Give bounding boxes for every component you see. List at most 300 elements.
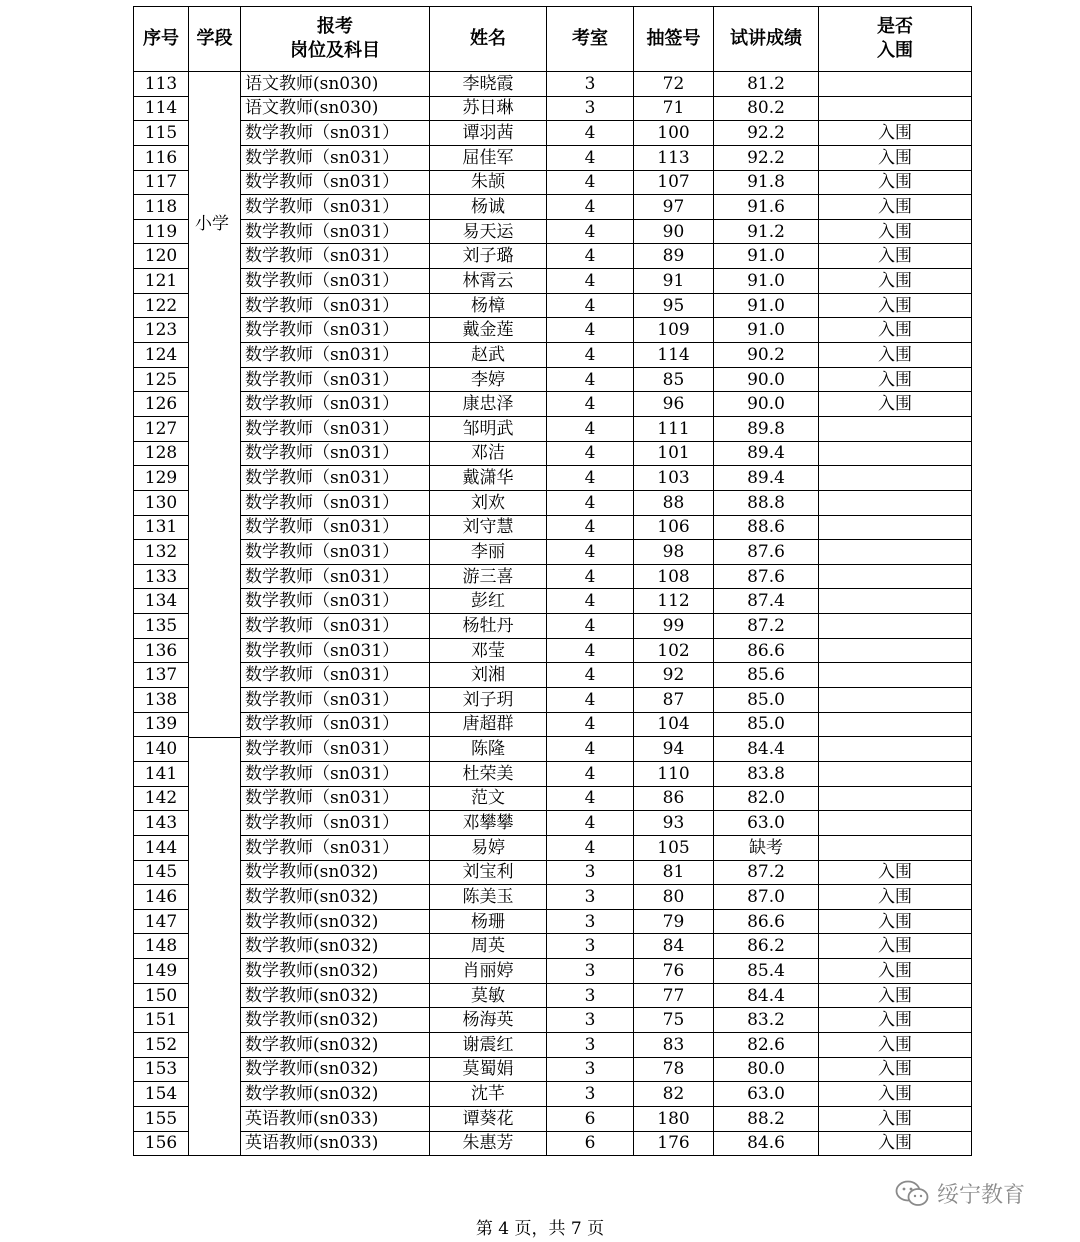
cell-name: 范文	[430, 786, 547, 811]
cell-room: 4	[547, 564, 634, 589]
table-row	[134, 318, 972, 343]
cell-seq: 155	[134, 1106, 189, 1131]
header-post: 报考 岗位及科目	[241, 7, 430, 72]
cell-post: 数学教师（sn031）	[241, 737, 430, 762]
cell-score: 89.4	[714, 441, 819, 466]
cell-seq: 152	[134, 1032, 189, 1057]
cell-room: 4	[547, 835, 634, 860]
cell-lot: 180	[634, 1106, 714, 1131]
cell-name: 林霄云	[430, 269, 547, 294]
cell-room: 4	[547, 712, 634, 737]
cell-shortlisted	[819, 490, 972, 515]
cell-score: 87.6	[714, 564, 819, 589]
cell-score: 87.2	[714, 614, 819, 639]
cell-room: 4	[547, 170, 634, 195]
table-row	[134, 121, 972, 146]
cell-post: 数学教师（sn031）	[241, 219, 430, 244]
cell-lot: 102	[634, 638, 714, 663]
cell-room: 4	[547, 293, 634, 318]
cell-seq: 141	[134, 761, 189, 786]
cell-room: 3	[547, 1032, 634, 1057]
cell-lot: 82	[634, 1082, 714, 1107]
watermark	[895, 1178, 1025, 1209]
table-row	[134, 293, 972, 318]
cell-seq: 122	[134, 293, 189, 318]
table-row	[134, 490, 972, 515]
cell-seq: 148	[134, 934, 189, 959]
cell-lot: 76	[634, 959, 714, 984]
cell-score: 88.6	[714, 515, 819, 540]
cell-score: 90.0	[714, 392, 819, 417]
cell-post: 数学教师(sn032)	[241, 983, 430, 1008]
cell-stage	[189, 293, 241, 318]
cell-room: 4	[547, 663, 634, 688]
watermark-text: 绥宁教育	[937, 1183, 1026, 1208]
cell-shortlisted	[819, 589, 972, 614]
cell-lot: 88	[634, 490, 714, 515]
cell-shortlisted	[819, 96, 972, 121]
cell-lot: 107	[634, 170, 714, 195]
cell-seq: 115	[134, 121, 189, 146]
table-row	[134, 1057, 972, 1082]
cell-shortlisted: 入围	[819, 367, 972, 392]
cell-score: 83.2	[714, 1008, 819, 1033]
cell-score: 91.0	[714, 318, 819, 343]
cell-post: 数学教师(sn032)	[241, 1082, 430, 1107]
cell-seq: 142	[134, 786, 189, 811]
cell-lot: 99	[634, 614, 714, 639]
table-row	[134, 170, 972, 195]
table-row	[134, 835, 972, 860]
cell-name: 邓洁	[430, 441, 547, 466]
table-row	[134, 811, 972, 836]
cell-stage	[189, 540, 241, 565]
cell-name: 戴潇华	[430, 466, 547, 491]
cell-name: 赵武	[430, 343, 547, 368]
cell-stage	[189, 885, 241, 910]
cell-post: 数学教师（sn031）	[241, 638, 430, 663]
cell-post: 数学教师（sn031）	[241, 564, 430, 589]
cell-post: 数学教师（sn031）	[241, 490, 430, 515]
cell-shortlisted: 入围	[819, 1032, 972, 1057]
cell-lot: 92	[634, 663, 714, 688]
table-row	[134, 983, 972, 1008]
cell-post: 数学教师（sn031）	[241, 121, 430, 146]
cell-room: 6	[547, 1106, 634, 1131]
cell-stage	[189, 663, 241, 688]
cell-seq: 138	[134, 688, 189, 713]
cell-name: 杨海英	[430, 1008, 547, 1033]
cell-shortlisted	[819, 761, 972, 786]
cell-shortlisted: 入围	[819, 244, 972, 269]
cell-name: 谭葵花	[430, 1106, 547, 1131]
cell-name: 邓莹	[430, 638, 547, 663]
cell-shortlisted	[819, 416, 972, 441]
cell-lot: 79	[634, 909, 714, 934]
cell-shortlisted: 入围	[819, 885, 972, 910]
table-row	[134, 195, 972, 220]
cell-post: 语文教师(sn030)	[241, 96, 430, 121]
cell-lot: 86	[634, 786, 714, 811]
cell-name: 刘宝利	[430, 860, 547, 885]
cell-room: 3	[547, 96, 634, 121]
cell-seq: 120	[134, 244, 189, 269]
cell-stage	[189, 860, 241, 885]
cell-shortlisted: 入围	[819, 959, 972, 984]
cell-lot: 103	[634, 466, 714, 491]
wechat-icon	[895, 1180, 929, 1208]
cell-lot: 113	[634, 145, 714, 170]
cell-post: 数学教师(sn032)	[241, 885, 430, 910]
cell-shortlisted	[819, 466, 972, 491]
table-row	[134, 392, 972, 417]
cell-room: 4	[547, 219, 634, 244]
cell-stage	[189, 934, 241, 959]
cell-name: 莫敏	[430, 983, 547, 1008]
cell-stage	[189, 614, 241, 639]
cell-post: 数学教师(sn032)	[241, 1032, 430, 1057]
cell-score: 83.8	[714, 761, 819, 786]
header-row	[134, 7, 972, 72]
cell-name: 谭羽茜	[430, 121, 547, 146]
cell-score: 92.2	[714, 121, 819, 146]
cell-post: 数学教师（sn031）	[241, 712, 430, 737]
cell-room: 4	[547, 614, 634, 639]
cell-seq: 149	[134, 959, 189, 984]
cell-shortlisted: 入围	[819, 860, 972, 885]
table-row	[134, 1032, 972, 1057]
cell-post: 数学教师（sn031）	[241, 688, 430, 713]
cell-lot: 83	[634, 1032, 714, 1057]
cell-post: 英语教师(sn033)	[241, 1131, 430, 1156]
cell-lot: 97	[634, 195, 714, 220]
cell-post: 数学教师(sn032)	[241, 934, 430, 959]
cell-score: 82.6	[714, 1032, 819, 1057]
table-row	[134, 737, 972, 762]
cell-stage	[189, 761, 241, 786]
cell-score: 85.0	[714, 688, 819, 713]
cell-seq: 133	[134, 564, 189, 589]
cell-stage	[189, 367, 241, 392]
cell-stage	[189, 515, 241, 540]
cell-lot: 112	[634, 589, 714, 614]
cell-score: 90.0	[714, 367, 819, 392]
cell-name: 李丽	[430, 540, 547, 565]
cell-seq: 156	[134, 1131, 189, 1156]
table-row	[134, 367, 972, 392]
table-row	[134, 688, 972, 713]
cell-lot: 89	[634, 244, 714, 269]
cell-room: 4	[547, 367, 634, 392]
header-name: 姓名	[430, 7, 547, 72]
cell-stage	[189, 1082, 241, 1107]
cell-room: 4	[547, 441, 634, 466]
cell-score: 84.6	[714, 1131, 819, 1156]
cell-lot: 80	[634, 885, 714, 910]
cell-seq: 131	[134, 515, 189, 540]
cell-shortlisted	[819, 564, 972, 589]
header-shortlisted: 是否 入围	[819, 7, 972, 72]
cell-seq: 123	[134, 318, 189, 343]
cell-lot: 85	[634, 367, 714, 392]
cell-stage	[189, 490, 241, 515]
cell-room: 4	[547, 416, 634, 441]
cell-post: 数学教师（sn031）	[241, 786, 430, 811]
cell-seq: 145	[134, 860, 189, 885]
cell-name: 李婷	[430, 367, 547, 392]
cell-score: 63.0	[714, 811, 819, 836]
cell-stage	[189, 244, 241, 269]
cell-shortlisted: 入围	[819, 983, 972, 1008]
cell-seq: 125	[134, 367, 189, 392]
cell-score: 89.8	[714, 416, 819, 441]
table-row	[134, 934, 972, 959]
cell-shortlisted	[819, 737, 972, 762]
cell-stage	[189, 121, 241, 146]
cell-stage	[189, 835, 241, 860]
cell-room: 4	[547, 466, 634, 491]
cell-name: 刘子玥	[430, 688, 547, 713]
cell-seq: 130	[134, 490, 189, 515]
cell-lot: 109	[634, 318, 714, 343]
cell-score: 80.0	[714, 1057, 819, 1082]
cell-seq: 116	[134, 145, 189, 170]
cell-shortlisted	[819, 614, 972, 639]
cell-name: 易天运	[430, 219, 547, 244]
cell-post: 数学教师（sn031）	[241, 811, 430, 836]
cell-lot: 176	[634, 1131, 714, 1156]
cell-room: 4	[547, 589, 634, 614]
cell-shortlisted: 入围	[819, 219, 972, 244]
cell-room: 3	[547, 959, 634, 984]
cell-post: 数学教师（sn031）	[241, 318, 430, 343]
cell-post: 数学教师（sn031）	[241, 392, 430, 417]
cell-shortlisted	[819, 663, 972, 688]
table-row	[134, 219, 972, 244]
cell-lot: 106	[634, 515, 714, 540]
cell-lot: 87	[634, 688, 714, 713]
cell-name: 陈美玉	[430, 885, 547, 910]
cell-name: 杨诚	[430, 195, 547, 220]
stage-label: 小学	[195, 214, 229, 234]
cell-lot: 114	[634, 343, 714, 368]
cell-post: 数学教师(sn032)	[241, 1057, 430, 1082]
cell-name: 谢震红	[430, 1032, 547, 1057]
cell-shortlisted: 入围	[819, 145, 972, 170]
cell-shortlisted	[819, 441, 972, 466]
cell-lot: 71	[634, 96, 714, 121]
cell-shortlisted: 入围	[819, 1057, 972, 1082]
cell-room: 3	[547, 1057, 634, 1082]
header-lot: 抽签号	[634, 7, 714, 72]
cell-room: 4	[547, 540, 634, 565]
cell-post: 数学教师（sn031）	[241, 195, 430, 220]
cell-post: 数学教师（sn031）	[241, 663, 430, 688]
cell-score: 87.6	[714, 540, 819, 565]
cell-shortlisted: 入围	[819, 1131, 972, 1156]
cell-name: 戴金莲	[430, 318, 547, 343]
cell-post: 数学教师(sn032)	[241, 860, 430, 885]
cell-score: 85.4	[714, 959, 819, 984]
table-row	[134, 860, 972, 885]
cell-name: 朱颉	[430, 170, 547, 195]
cell-room: 3	[547, 1082, 634, 1107]
cell-lot: 91	[634, 269, 714, 294]
table-row	[134, 72, 972, 97]
cell-seq: 150	[134, 983, 189, 1008]
cell-name: 莫蜀娟	[430, 1057, 547, 1082]
cell-score: 84.4	[714, 737, 819, 762]
cell-lot: 104	[634, 712, 714, 737]
cell-name: 游三喜	[430, 564, 547, 589]
page-footer: 第 4 页，共 7 页	[475, 1219, 605, 1239]
cell-seq: 151	[134, 1008, 189, 1033]
cell-stage	[189, 466, 241, 491]
cell-score: 92.2	[714, 145, 819, 170]
cell-lot: 101	[634, 441, 714, 466]
cell-score: 87.2	[714, 860, 819, 885]
cell-room: 4	[547, 145, 634, 170]
cell-post: 数学教师(sn032)	[241, 959, 430, 984]
cell-score: 91.8	[714, 170, 819, 195]
cell-seq: 114	[134, 96, 189, 121]
cell-stage	[189, 343, 241, 368]
cell-seq: 154	[134, 1082, 189, 1107]
cell-shortlisted: 入围	[819, 934, 972, 959]
cell-stage	[189, 145, 241, 170]
cell-post: 数学教师（sn031）	[241, 515, 430, 540]
cell-shortlisted	[819, 712, 972, 737]
table-row	[134, 909, 972, 934]
table-row	[134, 589, 972, 614]
cell-post: 数学教师（sn031）	[241, 343, 430, 368]
cell-room: 4	[547, 737, 634, 762]
cell-stage	[189, 170, 241, 195]
cell-shortlisted	[819, 540, 972, 565]
cell-post: 数学教师（sn031）	[241, 441, 430, 466]
cell-room: 4	[547, 786, 634, 811]
cell-shortlisted: 入围	[819, 1082, 972, 1107]
cell-lot: 78	[634, 1057, 714, 1082]
cell-shortlisted: 入围	[819, 909, 972, 934]
cell-room: 3	[547, 909, 634, 934]
cell-room: 3	[547, 983, 634, 1008]
cell-stage	[189, 589, 241, 614]
cell-score: 86.6	[714, 909, 819, 934]
cell-post: 数学教师（sn031）	[241, 835, 430, 860]
table-body	[134, 72, 972, 1156]
cell-post: 数学教师（sn031）	[241, 589, 430, 614]
cell-shortlisted	[819, 72, 972, 97]
cell-name: 刘湘	[430, 663, 547, 688]
cell-name: 周英	[430, 934, 547, 959]
cell-name: 刘守慧	[430, 515, 547, 540]
table-row	[134, 269, 972, 294]
cell-seq: 147	[134, 909, 189, 934]
cell-name: 朱惠芳	[430, 1131, 547, 1156]
cell-score: 88.2	[714, 1106, 819, 1131]
cell-score: 81.2	[714, 72, 819, 97]
cell-shortlisted	[819, 515, 972, 540]
cell-stage	[189, 811, 241, 836]
table-row	[134, 466, 972, 491]
cell-stage	[189, 983, 241, 1008]
cell-post: 数学教师（sn031）	[241, 269, 430, 294]
table-row	[134, 959, 972, 984]
cell-lot: 105	[634, 835, 714, 860]
cell-stage	[189, 1131, 241, 1156]
cell-room: 4	[547, 318, 634, 343]
cell-score: 91.0	[714, 244, 819, 269]
cell-name: 杨牡丹	[430, 614, 547, 639]
cell-name: 陈隆	[430, 737, 547, 762]
cell-room: 4	[547, 811, 634, 836]
cell-post: 数学教师（sn031）	[241, 761, 430, 786]
cell-lot: 90	[634, 219, 714, 244]
cell-seq: 144	[134, 835, 189, 860]
cell-stage	[189, 712, 241, 737]
cell-room: 4	[547, 688, 634, 713]
cell-name: 彭红	[430, 589, 547, 614]
cell-name: 易婷	[430, 835, 547, 860]
cell-shortlisted: 入围	[819, 170, 972, 195]
table-row	[134, 761, 972, 786]
cell-stage	[189, 1032, 241, 1057]
cell-stage	[189, 269, 241, 294]
cell-shortlisted	[819, 638, 972, 663]
cell-shortlisted: 入围	[819, 1106, 972, 1131]
cell-name: 苏日琳	[430, 96, 547, 121]
cell-seq: 128	[134, 441, 189, 466]
cell-room: 4	[547, 343, 634, 368]
table-row	[134, 564, 972, 589]
cell-stage	[189, 909, 241, 934]
cell-stage	[189, 72, 241, 97]
table-row	[134, 712, 972, 737]
cell-score: 91.6	[714, 195, 819, 220]
cell-name: 李晓霞	[430, 72, 547, 97]
cell-score: 87.4	[714, 589, 819, 614]
cell-score: 91.2	[714, 219, 819, 244]
cell-seq: 129	[134, 466, 189, 491]
cell-stage	[189, 786, 241, 811]
cell-shortlisted: 入围	[819, 195, 972, 220]
cell-seq: 113	[134, 72, 189, 97]
cell-lot: 108	[634, 564, 714, 589]
cell-room: 4	[547, 761, 634, 786]
cell-lot: 96	[634, 392, 714, 417]
cell-post: 数学教师（sn031）	[241, 367, 430, 392]
cell-room: 4	[547, 244, 634, 269]
cell-name: 沈芊	[430, 1082, 547, 1107]
cell-lot: 110	[634, 761, 714, 786]
cell-room: 4	[547, 490, 634, 515]
table-row	[134, 786, 972, 811]
cell-score: 89.4	[714, 466, 819, 491]
cell-seq: 134	[134, 589, 189, 614]
cell-shortlisted: 入围	[819, 121, 972, 146]
cell-seq: 153	[134, 1057, 189, 1082]
cell-room: 4	[547, 515, 634, 540]
cell-stage	[189, 638, 241, 663]
table-row	[134, 540, 972, 565]
cell-name: 邓攀攀	[430, 811, 547, 836]
cell-post: 数学教师（sn031）	[241, 145, 430, 170]
header-stage: 学段	[189, 7, 241, 72]
cell-score: 85.0	[714, 712, 819, 737]
cell-name: 唐超群	[430, 712, 547, 737]
cell-name: 刘欢	[430, 490, 547, 515]
